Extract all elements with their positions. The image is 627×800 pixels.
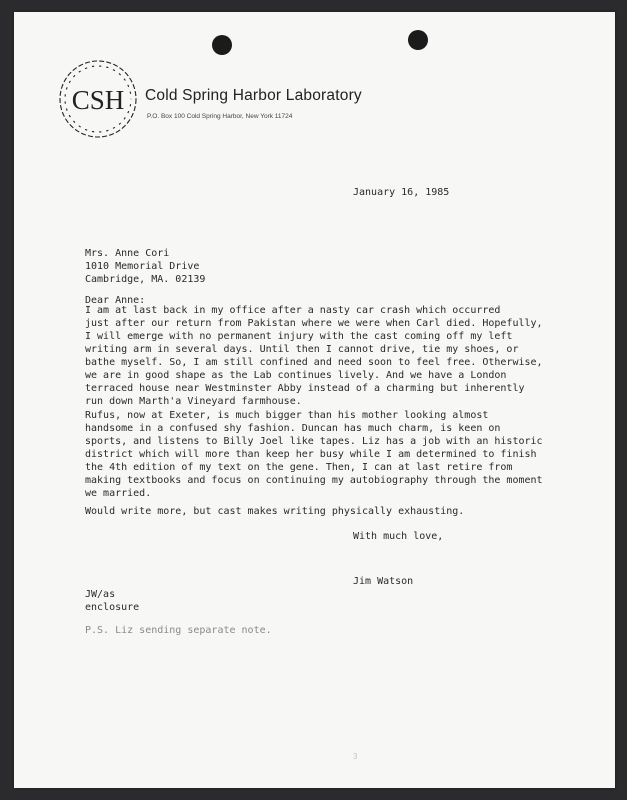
csh-logo-icon xyxy=(56,57,140,141)
reference-block xyxy=(85,588,139,614)
recipient-name: Mrs. Anne Cori xyxy=(85,248,170,259)
recipient-block xyxy=(85,247,205,286)
letter-page xyxy=(14,12,615,788)
body-line: writing arm in several days. Until then I cannot drive, tie my shoes, or xyxy=(85,344,519,355)
recipient-street: 1010 Memorial Drive xyxy=(85,261,200,272)
body-line: district which will more than keep her busy while I am determined to finish xyxy=(85,449,537,460)
body-line: terraced house near Westminster Abby instead of a charming but inherently xyxy=(85,383,525,394)
body-line: bathe myself. So, I am still confined and need soon to feel free. Otherwise, xyxy=(85,357,543,368)
letterhead-address: P.O. Box 100 Cold Spring Harbor, New York 11724 xyxy=(147,113,293,120)
closing: With much love, xyxy=(353,531,444,542)
body-line: Rufus, now at Exeter, is much bigger than his mother looking almost xyxy=(85,410,489,421)
body-line: sports, and listens to Billy Joel like tapes. Liz has a job with an historic xyxy=(85,436,543,447)
paragraph-3 xyxy=(85,505,464,518)
body-line: making textbooks and focus on continuing my autobiography through the moment xyxy=(85,475,543,486)
typist-initials: JW/as xyxy=(85,589,116,600)
letter-date: January 16, 1985 xyxy=(353,187,450,198)
letterhead-name: Cold Spring Harbor Laboratory xyxy=(145,87,362,104)
page-mark: 3 xyxy=(353,752,358,761)
body-line: run down Marth'a Vineyard farmhouse. xyxy=(85,396,302,407)
punch-hole-left xyxy=(212,35,232,55)
paragraph-2 xyxy=(85,409,543,500)
body-line: we married. xyxy=(85,488,152,499)
paragraph-1 xyxy=(85,304,543,408)
punch-hole-right xyxy=(408,30,428,50)
body-line: I am at last back in my office after a nasty car crash which occurred xyxy=(85,305,501,316)
body-line: Would write more, but cast makes writing physically exhausting. xyxy=(85,506,465,517)
body-line: we are in good shape as the Lab continues lively. And we have a London xyxy=(85,370,507,381)
body-line: the 4th edition of my text on the gene. Then, I can at last retire from xyxy=(85,462,513,473)
body-line: just after our return from Pakistan where we were when Carl died. Hopefully, xyxy=(85,318,543,329)
signature-name: Jim Watson xyxy=(353,576,414,587)
recipient-city: Cambridge, MA. 02139 xyxy=(85,274,206,285)
logo-monogram: CSH xyxy=(71,85,125,115)
enclosure-note: enclosure xyxy=(85,602,140,613)
body-line: I will emerge with no permanent injury with the cast coming off my left xyxy=(85,331,513,342)
postscript: P.S. Liz sending separate note. xyxy=(85,625,272,636)
salutation: Dear Anne: xyxy=(85,295,146,306)
body-line: handsome in a confused shy fashion. Duncan has much charm, is keen on xyxy=(85,423,501,434)
